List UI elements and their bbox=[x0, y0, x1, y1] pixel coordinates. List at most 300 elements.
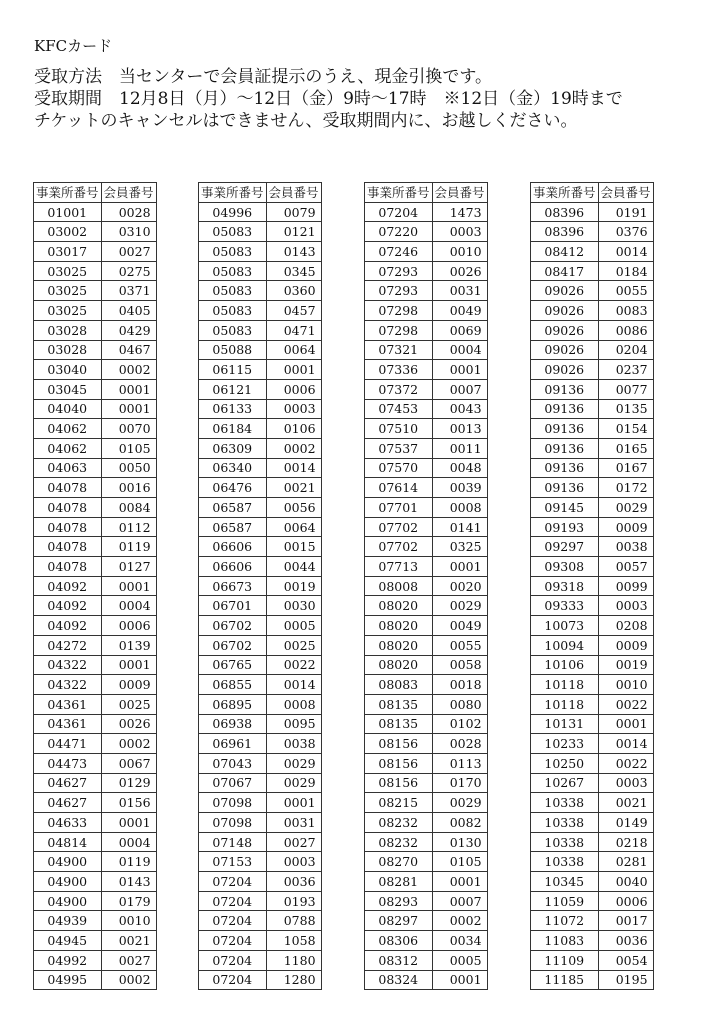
table-row bbox=[531, 714, 654, 734]
office-number-cell: 07537 bbox=[365, 438, 433, 458]
member-number-cell: 0008 bbox=[432, 498, 487, 518]
member-number-header: 会員番号 bbox=[266, 183, 321, 203]
table-row bbox=[34, 753, 157, 773]
member-number-cell: 0002 bbox=[101, 970, 156, 990]
office-number-cell: 03028 bbox=[34, 320, 102, 340]
office-number-cell: 06701 bbox=[199, 596, 267, 616]
table-row bbox=[531, 872, 654, 892]
office-number-cell: 06121 bbox=[199, 379, 267, 399]
member-number-cell: 0020 bbox=[432, 576, 487, 596]
office-number-cell: 05083 bbox=[199, 261, 267, 281]
member-number-cell: 0001 bbox=[101, 655, 156, 675]
table-row bbox=[34, 773, 157, 793]
table-row bbox=[365, 379, 488, 399]
table-row bbox=[531, 517, 654, 537]
table-row bbox=[199, 379, 322, 399]
office-number-cell: 09136 bbox=[531, 419, 599, 439]
member-number-cell: 0457 bbox=[266, 301, 321, 321]
office-number-cell: 07453 bbox=[365, 399, 433, 419]
table-row bbox=[365, 813, 488, 833]
member-number-cell: 0001 bbox=[432, 557, 487, 577]
table-row bbox=[365, 478, 488, 498]
table-row bbox=[531, 419, 654, 439]
table-row bbox=[365, 911, 488, 931]
pickup-period-line: 受取期間 12月8日（月）～12日（金）9時～17時 ※12日（金）19時まで bbox=[34, 89, 623, 109]
table-row bbox=[531, 557, 654, 577]
member-number-cell: 0036 bbox=[598, 931, 653, 951]
office-number-cell: 08020 bbox=[365, 596, 433, 616]
office-number-cell: 06606 bbox=[199, 557, 267, 577]
table-row bbox=[199, 557, 322, 577]
office-number-cell: 06587 bbox=[199, 517, 267, 537]
office-number-cell: 10131 bbox=[531, 714, 599, 734]
member-number-cell: 0021 bbox=[266, 478, 321, 498]
table-row bbox=[531, 498, 654, 518]
member-number-cell: 0005 bbox=[266, 616, 321, 636]
office-number-cell: 09136 bbox=[531, 438, 599, 458]
table-row bbox=[531, 360, 654, 380]
table-row bbox=[199, 301, 322, 321]
office-number-cell: 08324 bbox=[365, 970, 433, 990]
table-row bbox=[365, 360, 488, 380]
table-row bbox=[365, 891, 488, 911]
header-row bbox=[34, 183, 157, 203]
office-number-cell: 07153 bbox=[199, 852, 267, 872]
office-number-cell: 09193 bbox=[531, 517, 599, 537]
table-row bbox=[34, 340, 157, 360]
table-row bbox=[531, 340, 654, 360]
table-row bbox=[34, 813, 157, 833]
office-number-cell: 10094 bbox=[531, 635, 599, 655]
table-row bbox=[531, 635, 654, 655]
member-number-cell: 0009 bbox=[598, 635, 653, 655]
member-number-cell: 0371 bbox=[101, 281, 156, 301]
member-number-cell: 0237 bbox=[598, 360, 653, 380]
member-number-cell: 0034 bbox=[432, 931, 487, 951]
member-number-cell: 0055 bbox=[598, 281, 653, 301]
table-row bbox=[365, 517, 488, 537]
member-number-cell: 0119 bbox=[101, 852, 156, 872]
member-number-cell: 0119 bbox=[101, 537, 156, 557]
table-row bbox=[531, 576, 654, 596]
member-number-cell: 0003 bbox=[266, 399, 321, 419]
table-row bbox=[365, 753, 488, 773]
member-number-cell: 0070 bbox=[101, 419, 156, 439]
table-row bbox=[365, 852, 488, 872]
office-number-cell: 10106 bbox=[531, 655, 599, 675]
table-row bbox=[199, 419, 322, 439]
member-number-cell: 0019 bbox=[266, 576, 321, 596]
office-number-cell: 08135 bbox=[365, 714, 433, 734]
member-number-cell: 0003 bbox=[432, 222, 487, 242]
member-number-cell: 0040 bbox=[598, 872, 653, 892]
table-row bbox=[531, 852, 654, 872]
table-row bbox=[365, 714, 488, 734]
table-row bbox=[199, 872, 322, 892]
member-number-cell: 0405 bbox=[101, 301, 156, 321]
member-number-cell: 0018 bbox=[432, 675, 487, 695]
table-row bbox=[365, 498, 488, 518]
member-number-cell: 0001 bbox=[101, 813, 156, 833]
table-row bbox=[531, 891, 654, 911]
table-row bbox=[365, 222, 488, 242]
office-number-cell: 08293 bbox=[365, 891, 433, 911]
member-number-cell: 0105 bbox=[101, 438, 156, 458]
member-number-cell: 0001 bbox=[101, 399, 156, 419]
table-row bbox=[34, 458, 157, 478]
member-number-cell: 0154 bbox=[598, 419, 653, 439]
office-number-cell: 04272 bbox=[34, 635, 102, 655]
office-number-cell: 08232 bbox=[365, 813, 433, 833]
table-row bbox=[531, 694, 654, 714]
office-number-cell: 10250 bbox=[531, 753, 599, 773]
member-number-cell: 0001 bbox=[266, 360, 321, 380]
member-number-cell: 0036 bbox=[266, 872, 321, 892]
table-row bbox=[34, 261, 157, 281]
office-number-cell: 04471 bbox=[34, 734, 102, 754]
table-row bbox=[199, 714, 322, 734]
table-row bbox=[34, 537, 157, 557]
member-number-cell: 0029 bbox=[598, 498, 653, 518]
table-row bbox=[199, 852, 322, 872]
office-number-cell: 08297 bbox=[365, 911, 433, 931]
office-number-cell: 10267 bbox=[531, 773, 599, 793]
office-number-cell: 11072 bbox=[531, 911, 599, 931]
office-number-cell: 08083 bbox=[365, 675, 433, 695]
member-number-cell: 0788 bbox=[266, 911, 321, 931]
member-table-1 bbox=[33, 182, 157, 990]
header-row bbox=[199, 183, 322, 203]
office-number-cell: 07336 bbox=[365, 360, 433, 380]
member-number-cell: 0105 bbox=[432, 852, 487, 872]
member-number-cell: 0002 bbox=[266, 438, 321, 458]
member-number-cell: 0019 bbox=[598, 655, 653, 675]
member-number-header: 会員番号 bbox=[598, 183, 653, 203]
table-row bbox=[365, 340, 488, 360]
office-number-cell: 09026 bbox=[531, 320, 599, 340]
office-number-cell: 04627 bbox=[34, 773, 102, 793]
table-row bbox=[199, 517, 322, 537]
office-number-cell: 09333 bbox=[531, 596, 599, 616]
office-number-cell: 07713 bbox=[365, 557, 433, 577]
office-number-cell: 04361 bbox=[34, 714, 102, 734]
office-number-cell: 04040 bbox=[34, 399, 102, 419]
office-number-cell: 10073 bbox=[531, 616, 599, 636]
member-number-cell: 0376 bbox=[598, 222, 653, 242]
office-number-cell: 03025 bbox=[34, 281, 102, 301]
member-number-cell: 0471 bbox=[266, 320, 321, 340]
member-number-cell: 0360 bbox=[266, 281, 321, 301]
office-number-cell: 04361 bbox=[34, 694, 102, 714]
member-number-cell: 0001 bbox=[266, 793, 321, 813]
table-row bbox=[531, 832, 654, 852]
office-number-cell: 10118 bbox=[531, 675, 599, 695]
table-row bbox=[531, 399, 654, 419]
office-number-cell: 07204 bbox=[199, 931, 267, 951]
table-row bbox=[199, 832, 322, 852]
table-row bbox=[34, 970, 157, 990]
table-row bbox=[365, 202, 488, 222]
member-number-cell: 0014 bbox=[266, 675, 321, 695]
table-row bbox=[531, 261, 654, 281]
table-row bbox=[531, 793, 654, 813]
table-row bbox=[365, 635, 488, 655]
member-number-cell: 0049 bbox=[432, 301, 487, 321]
member-number-cell: 0141 bbox=[432, 517, 487, 537]
table-row bbox=[199, 340, 322, 360]
office-number-cell: 08281 bbox=[365, 872, 433, 892]
office-number-cell: 06606 bbox=[199, 537, 267, 557]
table-row bbox=[34, 675, 157, 695]
office-number-cell: 08020 bbox=[365, 655, 433, 675]
table-row bbox=[199, 793, 322, 813]
table-row bbox=[34, 222, 157, 242]
member-number-cell: 0025 bbox=[266, 635, 321, 655]
table-row bbox=[531, 970, 654, 990]
office-number-cell: 04078 bbox=[34, 498, 102, 518]
table-row bbox=[34, 360, 157, 380]
member-number-cell: 0084 bbox=[101, 498, 156, 518]
member-number-cell: 0038 bbox=[598, 537, 653, 557]
member-number-cell: 0031 bbox=[266, 813, 321, 833]
table-row bbox=[34, 931, 157, 951]
member-number-cell: 0149 bbox=[598, 813, 653, 833]
member-number-cell: 0021 bbox=[101, 931, 156, 951]
member-number-cell: 0011 bbox=[432, 438, 487, 458]
table-row bbox=[34, 379, 157, 399]
member-number-cell: 0064 bbox=[266, 517, 321, 537]
table-row bbox=[34, 616, 157, 636]
member-number-cell: 0026 bbox=[432, 261, 487, 281]
office-number-cell: 09136 bbox=[531, 379, 599, 399]
member-number-cell: 0165 bbox=[598, 438, 653, 458]
office-number-cell: 09136 bbox=[531, 478, 599, 498]
member-number-cell: 0008 bbox=[266, 694, 321, 714]
office-number-cell: 10338 bbox=[531, 832, 599, 852]
table-row bbox=[199, 970, 322, 990]
member-number-cell: 0006 bbox=[598, 891, 653, 911]
member-number-cell: 0429 bbox=[101, 320, 156, 340]
office-number-cell: 07321 bbox=[365, 340, 433, 360]
table-row bbox=[34, 498, 157, 518]
member-number-cell: 0004 bbox=[432, 340, 487, 360]
member-number-cell: 0056 bbox=[266, 498, 321, 518]
table-row bbox=[34, 852, 157, 872]
member-number-cell: 0006 bbox=[101, 616, 156, 636]
office-number-cell: 05083 bbox=[199, 222, 267, 242]
office-number-cell: 07204 bbox=[199, 911, 267, 931]
member-number-cell: 0003 bbox=[266, 852, 321, 872]
office-number-cell: 05083 bbox=[199, 320, 267, 340]
member-number-cell: 0004 bbox=[101, 596, 156, 616]
member-number-cell: 0044 bbox=[266, 557, 321, 577]
office-number-cell: 10338 bbox=[531, 813, 599, 833]
office-number-cell: 08270 bbox=[365, 852, 433, 872]
office-number-cell: 06895 bbox=[199, 694, 267, 714]
table-row bbox=[34, 419, 157, 439]
member-number-cell: 0015 bbox=[266, 537, 321, 557]
table-row bbox=[199, 931, 322, 951]
table-row bbox=[34, 596, 157, 616]
member-number-cell: 0143 bbox=[266, 242, 321, 262]
office-number-header: 事業所番号 bbox=[199, 183, 267, 203]
table-row bbox=[34, 793, 157, 813]
table-row bbox=[34, 399, 157, 419]
member-number-cell: 0003 bbox=[598, 596, 653, 616]
table-row bbox=[365, 301, 488, 321]
member-number-cell: 0022 bbox=[266, 655, 321, 675]
member-number-cell: 0067 bbox=[101, 753, 156, 773]
office-number-cell: 07702 bbox=[365, 517, 433, 537]
member-number-cell: 0184 bbox=[598, 261, 653, 281]
table-row bbox=[365, 872, 488, 892]
table-row bbox=[531, 931, 654, 951]
member-number-cell: 0172 bbox=[598, 478, 653, 498]
table-row bbox=[34, 832, 157, 852]
table-row bbox=[199, 261, 322, 281]
table-row bbox=[531, 596, 654, 616]
office-number-cell: 11083 bbox=[531, 931, 599, 951]
member-number-cell: 0057 bbox=[598, 557, 653, 577]
table-row bbox=[199, 655, 322, 675]
member-number-cell: 0106 bbox=[266, 419, 321, 439]
member-number-cell: 0027 bbox=[101, 242, 156, 262]
member-number-cell: 0079 bbox=[266, 202, 321, 222]
office-number-cell: 07204 bbox=[199, 950, 267, 970]
member-number-cell: 0010 bbox=[598, 675, 653, 695]
member-number-cell: 0083 bbox=[598, 301, 653, 321]
office-number-cell: 04092 bbox=[34, 596, 102, 616]
table-row bbox=[365, 793, 488, 813]
member-number-cell: 0082 bbox=[432, 813, 487, 833]
member-number-cell: 0026 bbox=[101, 714, 156, 734]
office-number-cell: 08312 bbox=[365, 950, 433, 970]
office-number-cell: 10338 bbox=[531, 852, 599, 872]
office-number-cell: 04992 bbox=[34, 950, 102, 970]
table-row bbox=[365, 576, 488, 596]
office-number-cell: 08232 bbox=[365, 832, 433, 852]
member-number-cell: 0325 bbox=[432, 537, 487, 557]
table-row bbox=[34, 478, 157, 498]
member-number-cell: 0029 bbox=[266, 773, 321, 793]
office-number-cell: 06765 bbox=[199, 655, 267, 675]
table-row bbox=[34, 301, 157, 321]
cancellation-notice-line: チケットのキャンセルはできません、受取期間内に、お越しください。 bbox=[34, 111, 578, 131]
member-number-cell: 0001 bbox=[432, 970, 487, 990]
office-number-cell: 07702 bbox=[365, 537, 433, 557]
table-row bbox=[199, 773, 322, 793]
member-number-cell: 0028 bbox=[432, 734, 487, 754]
table-row bbox=[365, 734, 488, 754]
member-number-cell: 0002 bbox=[432, 911, 487, 931]
member-number-cell: 0064 bbox=[266, 340, 321, 360]
office-number-cell: 04900 bbox=[34, 891, 102, 911]
office-number-cell: 10233 bbox=[531, 734, 599, 754]
office-number-cell: 07293 bbox=[365, 261, 433, 281]
member-number-cell: 0029 bbox=[432, 793, 487, 813]
table-row bbox=[199, 596, 322, 616]
table-row bbox=[34, 281, 157, 301]
table-row bbox=[199, 635, 322, 655]
office-number-cell: 04092 bbox=[34, 616, 102, 636]
table-row bbox=[531, 222, 654, 242]
member-number-cell: 0003 bbox=[598, 773, 653, 793]
member-number-cell: 0310 bbox=[101, 222, 156, 242]
office-number-cell: 04945 bbox=[34, 931, 102, 951]
member-number-cell: 0043 bbox=[432, 399, 487, 419]
office-number-cell: 06340 bbox=[199, 458, 267, 478]
office-number-cell: 04078 bbox=[34, 537, 102, 557]
office-number-cell: 06476 bbox=[199, 478, 267, 498]
office-number-cell: 10338 bbox=[531, 793, 599, 813]
table-row bbox=[365, 537, 488, 557]
pickup-info bbox=[34, 66, 623, 132]
member-number-cell: 0005 bbox=[432, 950, 487, 970]
table-row bbox=[34, 714, 157, 734]
table-row bbox=[531, 675, 654, 695]
table-row bbox=[365, 438, 488, 458]
office-number-cell: 07614 bbox=[365, 478, 433, 498]
member-number-cell: 0345 bbox=[266, 261, 321, 281]
office-number-cell: 04062 bbox=[34, 438, 102, 458]
table-row bbox=[199, 537, 322, 557]
member-number-cell: 0050 bbox=[101, 458, 156, 478]
table-row bbox=[531, 655, 654, 675]
member-number-cell: 0013 bbox=[432, 419, 487, 439]
office-number-cell: 04939 bbox=[34, 911, 102, 931]
member-number-cell: 1280 bbox=[266, 970, 321, 990]
member-number-cell: 0010 bbox=[101, 911, 156, 931]
member-number-cell: 0016 bbox=[101, 478, 156, 498]
member-number-cell: 0179 bbox=[101, 891, 156, 911]
office-number-cell: 06702 bbox=[199, 616, 267, 636]
office-number-cell: 04092 bbox=[34, 576, 102, 596]
pickup-method-line: 受取方法 当センターで会員証提示のうえ、現金引換です。 bbox=[34, 67, 492, 87]
table-row bbox=[34, 517, 157, 537]
office-number-cell: 04078 bbox=[34, 478, 102, 498]
member-number-cell: 0039 bbox=[432, 478, 487, 498]
member-number-cell: 0080 bbox=[432, 694, 487, 714]
table-row bbox=[365, 950, 488, 970]
office-number-cell: 10345 bbox=[531, 872, 599, 892]
table-row bbox=[199, 753, 322, 773]
member-number-cell: 0130 bbox=[432, 832, 487, 852]
office-number-cell: 06115 bbox=[199, 360, 267, 380]
office-number-cell: 03025 bbox=[34, 301, 102, 321]
table-row bbox=[199, 202, 322, 222]
table-row bbox=[34, 635, 157, 655]
member-number-cell: 0027 bbox=[266, 832, 321, 852]
office-number-cell: 06587 bbox=[199, 498, 267, 518]
member-number-cell: 0467 bbox=[101, 340, 156, 360]
member-number-cell: 0014 bbox=[598, 734, 653, 754]
office-number-cell: 04633 bbox=[34, 813, 102, 833]
member-number-cell: 0156 bbox=[101, 793, 156, 813]
member-number-cell: 0007 bbox=[432, 379, 487, 399]
member-number-cell: 0038 bbox=[266, 734, 321, 754]
table-row bbox=[531, 320, 654, 340]
member-number-cell: 0112 bbox=[101, 517, 156, 537]
office-number-cell: 07220 bbox=[365, 222, 433, 242]
office-number-cell: 07298 bbox=[365, 320, 433, 340]
member-number-cell: 0054 bbox=[598, 950, 653, 970]
table-row bbox=[199, 458, 322, 478]
office-number-cell: 11059 bbox=[531, 891, 599, 911]
member-number-cell: 0049 bbox=[432, 616, 487, 636]
table-row bbox=[34, 734, 157, 754]
table-row bbox=[365, 655, 488, 675]
member-number-cell: 0048 bbox=[432, 458, 487, 478]
